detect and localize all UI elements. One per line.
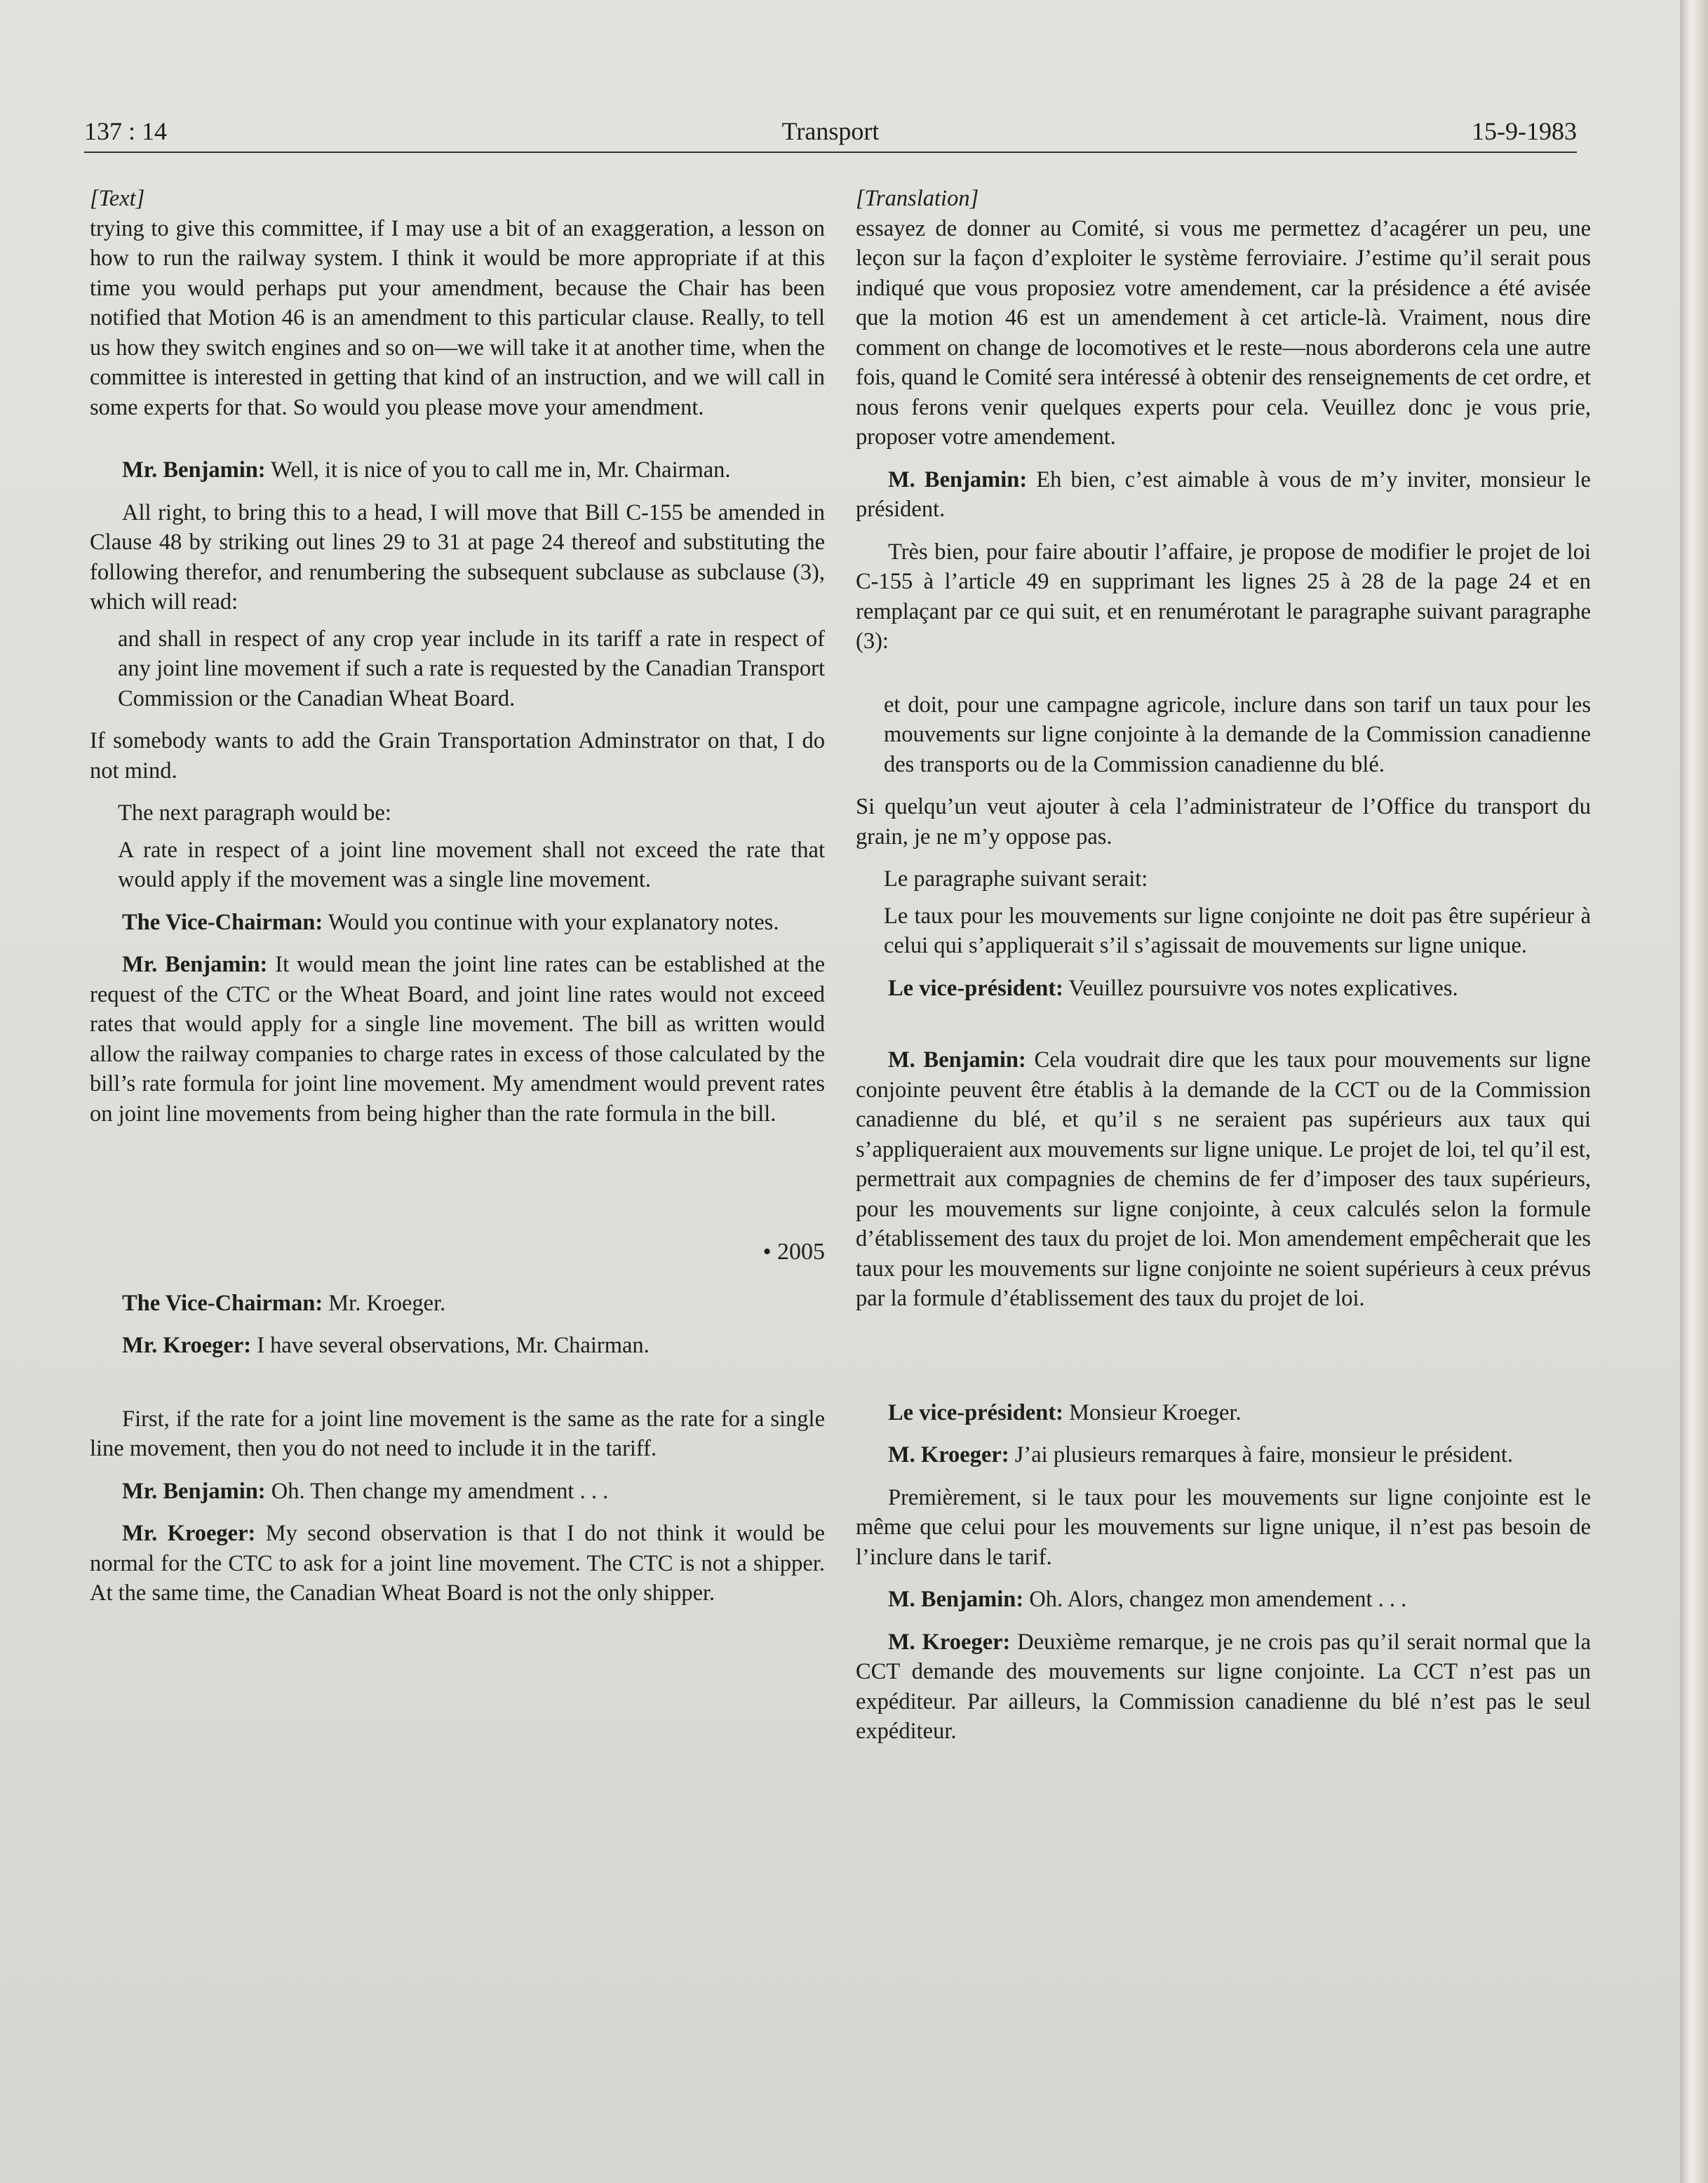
quoted-amendment: et doit, pour une campagne agricole, inclure dans son tarif un taux pour les mouvements sur ligne conjointe à la demande de la Commission canadienne des transports ou de la Commission canadienne du blé. — [884, 692, 1591, 777]
speech-text: Deuxième remarque, je ne crois pas qu’il serait normal que la CCT demande des mouvements sur ligne conjointe. La CCT n’est pas un expéditeur. Par ailleurs, la Commission canadienne du blé n’est pas le seul expéditeur. — [856, 1629, 1591, 1744]
speech-text: Cela voudrait dire que les taux pour mouvements sur ligne conjointe peuvent être établis à la demande de la CCT ou de la Commission canadienne du blé, et qu’il s ne seraient pas supérieurs aux taux qui s’appliqueraient aux mouvements sur ligne unique. Le projet de loi, tel qu’il est, permettrait aux compagnies de chemins de fer d’imposer des taux supérieurs, pour les mouvements sur ligne conjointe, à ceux calculés selon la formule d’établissement des taux du projet de loi. Mon amendement empêcherait que les taux pour les mouvements sur ligne conjointe ne soient supérieurs à ceux prévus par la formule d’établissement des taux du projet de loi. — [856, 1047, 1591, 1311]
french-column — [856, 184, 1591, 1747]
speech — [90, 908, 825, 938]
speech — [856, 1440, 1591, 1470]
speaker-name: The Vice-Chairman: — [122, 909, 323, 935]
speech-text: Eh bien, c’est aimable à vous de m’y inviter, monsieur le président. — [856, 466, 1591, 522]
speech — [90, 1519, 825, 1608]
page-number: 137 : 14 — [84, 117, 168, 145]
speaker-name: Mr. Kroeger: — [122, 1521, 256, 1546]
speech-text: Well, it is nice of you to call me in, Mr. Chairman. — [265, 457, 731, 483]
paragraph: Si quelqu’un veut ajouter à cela l’administrateur de l’Office du transport du grain, je ne m’y oppose pas. — [856, 794, 1591, 849]
speaker-name: Mr. Kroeger: — [122, 1333, 252, 1358]
text-tag: [Text] — [90, 186, 145, 211]
paragraph: trying to give this committee, if I may use a bit of an exaggeration, a lesson on how to run the railway system. I think it would be more appropriate if at this time you would perhaps put your amendment, because the Chair has been notified that Motion 46 is an amendment to this particular clause. Really, to tell us how they switch engines and so on—we will take it at another time, when the committee is interested in getting that kind of an instruction, and we will call in some experts for that. So would you please move your amendment. — [90, 215, 825, 420]
paragraph: The next paragraph would be: — [118, 800, 391, 826]
speech-text: My second observation is that I do not think it would be normal for the CTC to ask for a joint line movement. The CTC is not a shipper. At the same time, the Canadian Wheat Board is not the only shipper. — [90, 1521, 825, 1606]
speech — [90, 1477, 825, 1507]
speech-text: Oh. Then change my amendment . . . — [265, 1478, 609, 1504]
speaker-name: M. Benjamin: — [888, 466, 1028, 492]
paragraph: Très bien, pour faire aboutir l’affaire, je propose de modifier le projet de loi C-155 à l’article 49 en supprimant les lignes 25 à 28 de la page 24 et en remplaçant par ce qui suit, et en renumérotant le paragraphe suivant paragraphe (3): — [856, 539, 1591, 654]
paragraph: If somebody wants to add the Grain Transportation Adminstrator on that, I do not mind. — [90, 728, 825, 784]
english-column — [90, 184, 825, 1608]
speaker-name: The Vice-Chairman: — [122, 1290, 323, 1316]
speech — [856, 1045, 1591, 1314]
speaker-name: Mr. Benjamin: — [122, 952, 268, 977]
translation-tag: [Translation] — [856, 186, 979, 211]
speech — [90, 950, 825, 1129]
speech — [856, 974, 1591, 1004]
speaker-name: M. Kroeger: — [888, 1442, 1009, 1467]
speech-text: Veuillez poursuivre vos notes explicatives. — [1063, 975, 1458, 1001]
paragraph: All right, to bring this to a head, I will move that Bill C-155 be amended in Clause 48 by striking out lines 29 to 31 at page 24 thereof and substituting the following therefor, and renumbering the subsequent subclause as subclause (3), which will read: — [90, 499, 825, 614]
speaker-name: M. Benjamin: — [888, 1047, 1026, 1073]
header-date: 15-9-1983 — [1472, 117, 1577, 145]
speech-text: J’ai plusieurs remarques à faire, monsieur le président. — [1009, 1442, 1514, 1467]
paragraph: Le paragraphe suivant serait: — [884, 866, 1148, 892]
speech — [90, 1331, 825, 1361]
speech — [856, 465, 1591, 525]
speech-text: I have several observations, Mr. Chairman. — [251, 1333, 650, 1358]
speaker-name: Le vice-président: — [888, 1399, 1064, 1425]
speaker-name: Le vice-président: — [888, 975, 1064, 1001]
header-title: Transport — [781, 117, 880, 145]
speech — [90, 455, 825, 485]
speaker-name: Mr. Benjamin: — [122, 1478, 266, 1504]
running-header — [84, 112, 1577, 153]
time-marker: • 2005 — [762, 1239, 825, 1265]
quoted-amendment: Le taux pour les mouvements sur ligne conjointe ne doit pas être supérieur à celui qui s’appliquerait s’il s’agissait de mouvements sur ligne unique. — [884, 903, 1591, 958]
binding-edge — [1680, 0, 1708, 2183]
speech — [856, 1627, 1591, 1747]
paragraph: Premièrement, si le taux pour les mouvements sur ligne conjointe est le même que celui pour les mouvements sur ligne unique, il n’est pas besoin de l’inclure dans le tarif. — [856, 1484, 1591, 1570]
speech — [856, 1585, 1591, 1615]
speaker-name: M. Kroeger: — [888, 1629, 1011, 1655]
paragraph: essayez de donner au Comité, si vous me permettez d’acagérer un peu, une leçon sur la façon d’exploiter le système ferroviaire. J’estime qu’il serait pous indiqué que vous proposiez votre amendement, car la présidence a été avisée que la motion 46 est un amendement à cet article-là. Vraiment, nous dire comment on change de locomotives et le reste—nous aborderons cela une autre fois, quand le Comité sera intéressé à obtenir des renseignements de cet ordre, et nous ferons venir quelques experts pour cela. Veuillez donc je vous prie, proposer votre amendement. — [856, 215, 1591, 450]
speaker-name: M. Benjamin: — [888, 1587, 1024, 1612]
quoted-amendment: and shall in respect of any crop year include in its tariff a rate in respect of any joint line movement if such a rate is requested by the Canadian Transport Commission or the Canadian Wheat Board. — [118, 626, 825, 711]
speaker-name: Mr. Benjamin: — [122, 457, 266, 483]
speech-text: Mr. Kroeger. — [323, 1290, 446, 1316]
speech-text: Monsieur Kroeger. — [1063, 1399, 1242, 1425]
speech — [856, 1398, 1591, 1428]
quoted-amendment: A rate in respect of a joint line movement shall not exceed the rate that would apply if the movement was a single line movement. — [118, 837, 825, 892]
speech-text: It would mean the joint line rates can be established at the request of the CTC or the Wheat Board, and joint line rates would not exceed rates that would apply for a single line movement. The bill as written would allow the railway companies to charge rates in excess of those calculated by the bill’s rate formula for joint line movement. My amendment would prevent rates on joint line movements from being higher than the rate formula in the bill. — [90, 952, 826, 1127]
speech — [90, 1289, 825, 1319]
speech-text: Oh. Alors, changez mon amendement . . . — [1023, 1587, 1407, 1612]
paragraph: First, if the rate for a joint line movement is the same as the rate for a single line movement, then you do not need to include it in the tariff. — [90, 1406, 825, 1461]
speech-text: Would you continue with your explanatory notes. — [323, 909, 779, 935]
